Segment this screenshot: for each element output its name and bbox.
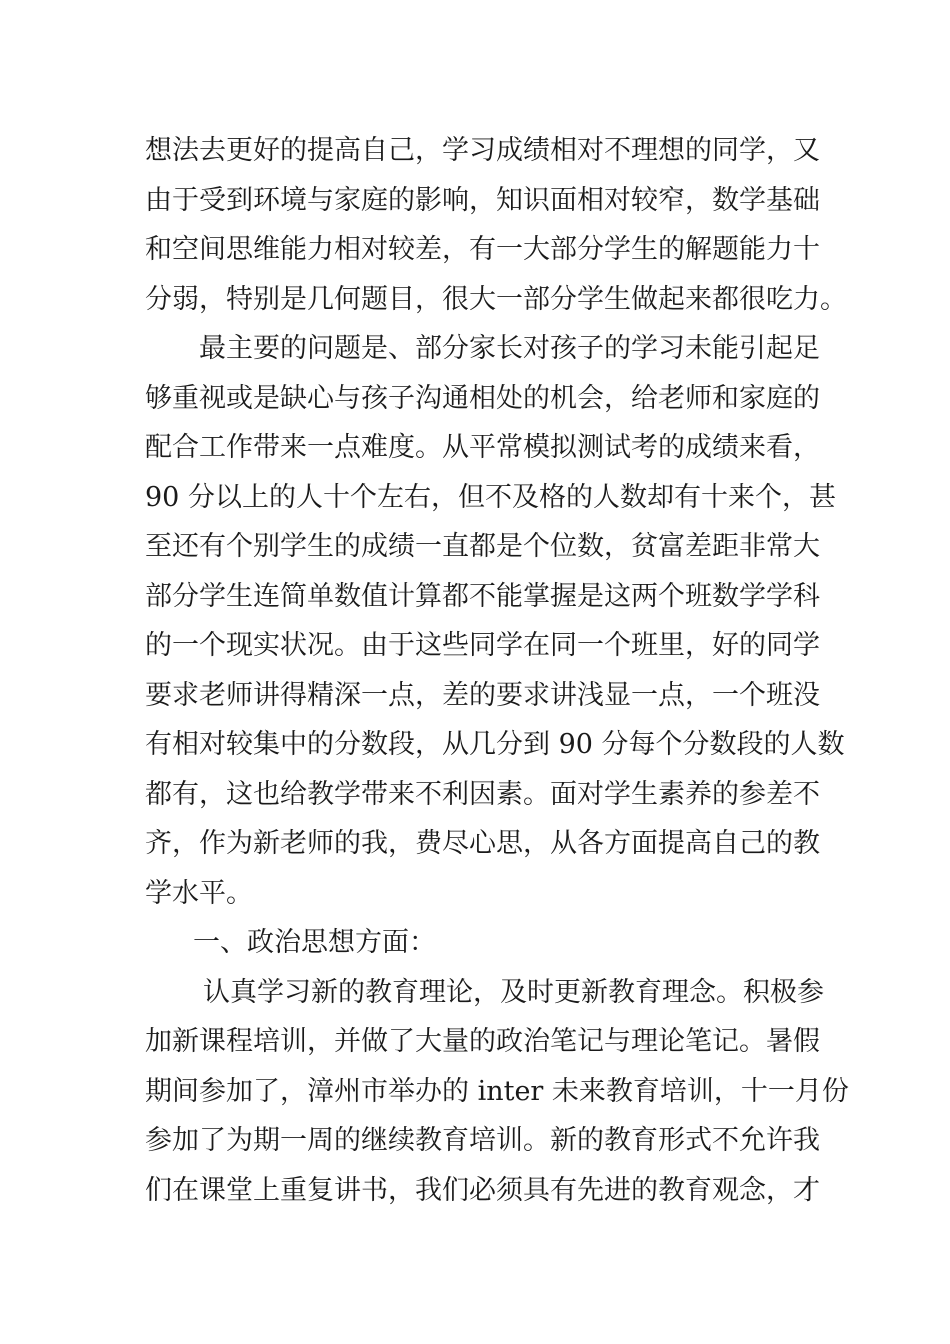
- text-line: 学水平。: [145, 877, 253, 909]
- section-heading: 一、政治思想方面：: [193, 927, 436, 958]
- text-line: 配合工作带来一点难度。从平常模拟测试考的成绩来看，: [145, 432, 820, 463]
- text-line: 认真学习新的教育理论，及时更新教育理念。积极参: [203, 976, 824, 1008]
- text-line: 最主要的问题是、部分家长对孩子的学习未能引起足: [199, 333, 820, 364]
- text-line: 部分学生连简单数值计算都不能掌握是这两个班数学学科: [145, 580, 820, 612]
- text-line: 参加了为期一周的继续教育培训。新的教育形式不允许我: [145, 1125, 820, 1156]
- text-line: 90 分以上的人十个左右，但不及格的人数却有十来个，甚: [145, 481, 836, 513]
- text-line: 和空间思维能力相对较差，有一大部分学生的解题能力十: [145, 234, 820, 265]
- text-line: 想法去更好的提高自己，学习成绩相对不理想的同学，又: [145, 135, 820, 166]
- text-line: 期间参加了，漳州市举办的 inter 未来教育培训，十一月份: [145, 1075, 849, 1107]
- text-line: 齐，作为新老师的我，费尽心思，从各方面提高自己的教: [145, 828, 820, 859]
- text-line: 分弱，特别是几何题目，很大一部分学生做起来都很吃力。: [145, 283, 847, 315]
- text-line: 们在课堂上重复讲书，我们必须具有先进的教育观念，才: [145, 1174, 820, 1206]
- text-line: 有相对较集中的分数段，从几分到 90 分每个分数段的人数: [145, 729, 845, 760]
- text-line: 的一个现实状况。由于这些同学在同一个班里，好的同学: [145, 630, 820, 661]
- text-line: 都有，这也给教学带来不利因素。面对学生素养的参差不: [145, 778, 820, 810]
- text-line: 够重视或是缺心与孩子沟通相处的机会，给老师和家庭的: [145, 382, 820, 414]
- text-line: 由于受到环境与家庭的影响，知识面相对较窄，数学基础: [145, 184, 820, 216]
- text-line: 至还有个别学生的成绩一直都是个位数，贫富差距非常大: [145, 531, 820, 562]
- body-text: [145, 126, 849, 1215]
- text-line: 要求老师讲得精深一点，差的要求讲浅显一点，一个班没: [145, 679, 820, 711]
- text-line: 加新课程培训，并做了大量的政治笔记与理论笔记。暑假: [145, 1026, 820, 1057]
